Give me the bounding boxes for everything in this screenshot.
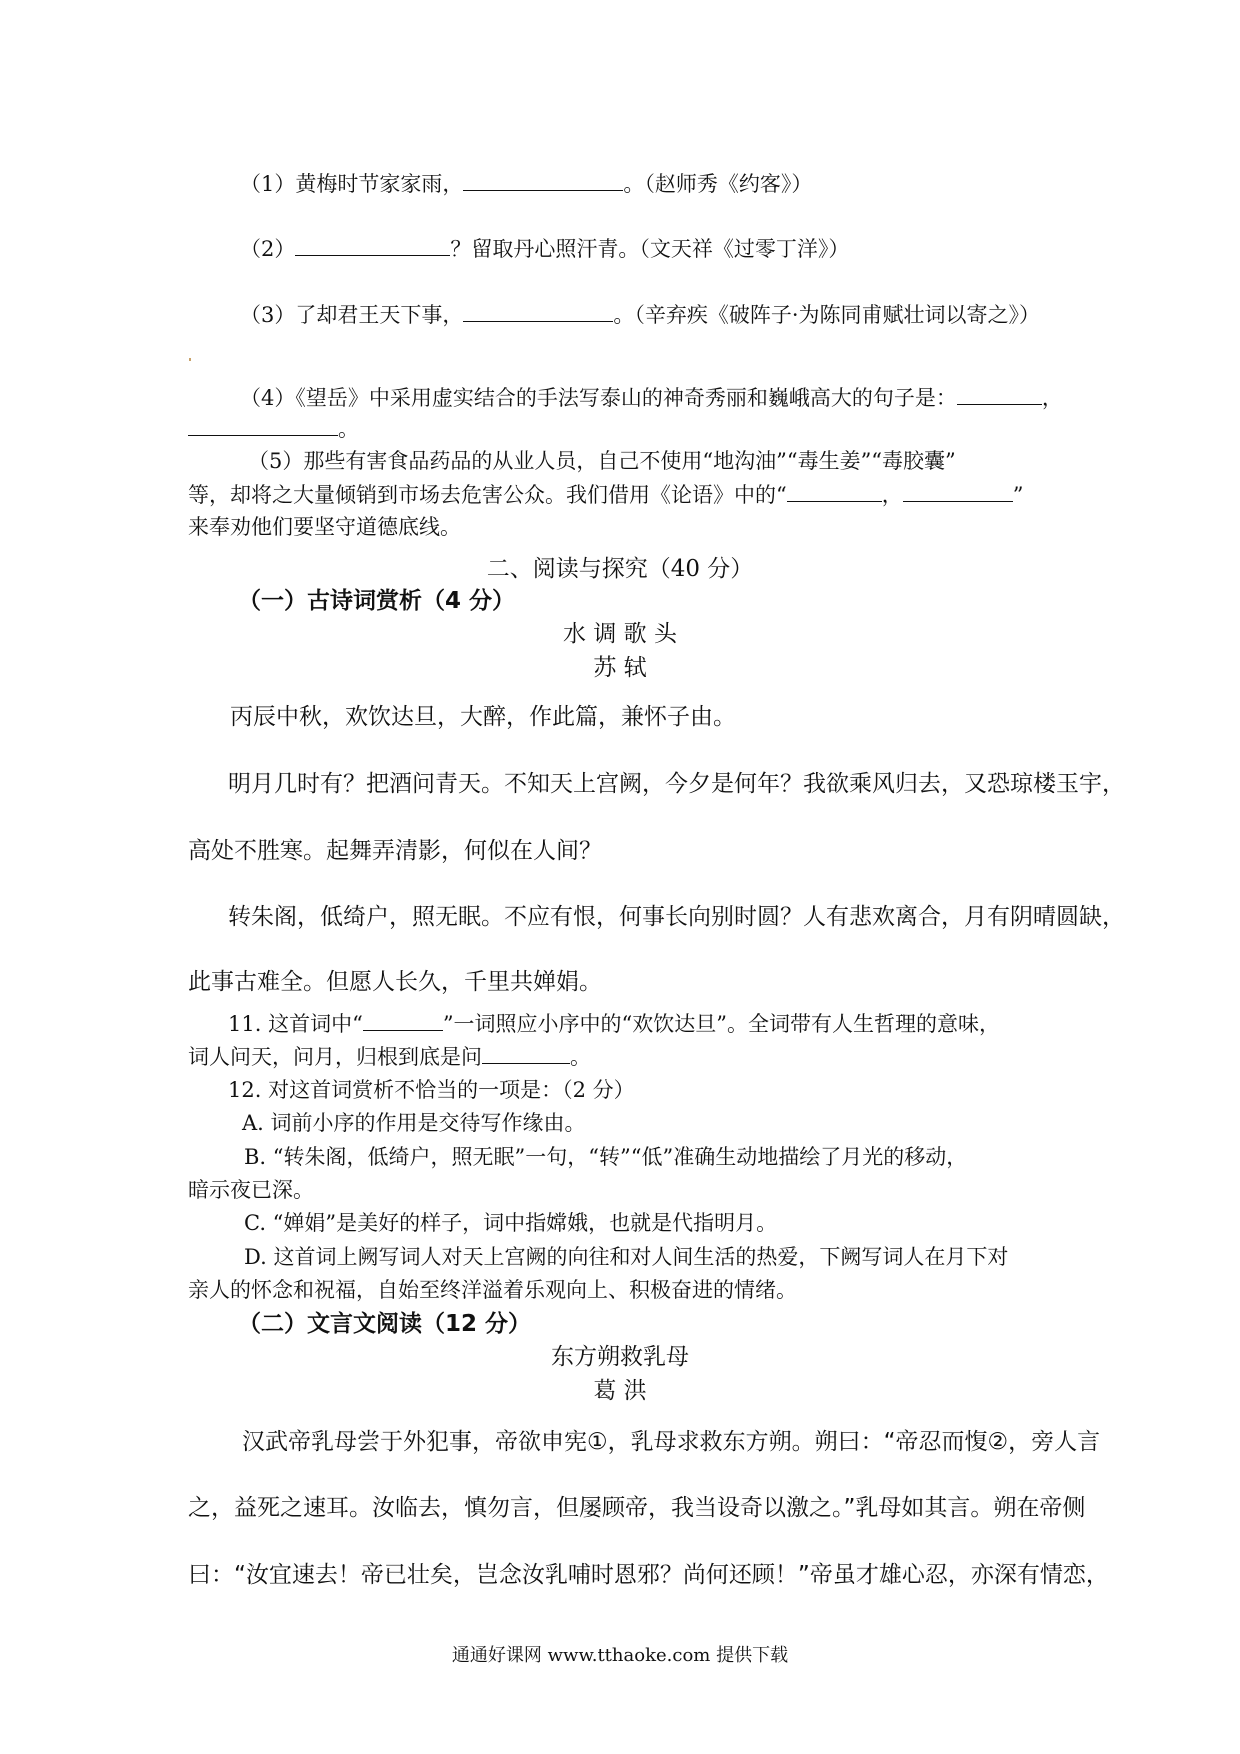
question-3 <box>240 301 1040 329</box>
page-footer: 通通好课网 www.tthaoke.com 提供下载 <box>451 1645 789 1666</box>
q3-number: （3） <box>240 303 296 327</box>
article-paragraph-line2: 之，益死之速耳。汝临去，慎勿言，但屡顾帝，我当设奇以激之。”乳母如其言。朔在帝侧 <box>188 1495 1086 1521</box>
q1-answer-blank[interactable] <box>463 170 623 191</box>
option-d-line2: 亲人的怀念和祝福，自始至终洋溢着乐观向上、积极奋进的情绪。 <box>188 1278 797 1302</box>
poem-preface: 丙辰中秋，欢饮达旦，大醉，作此篇，兼怀子由。 <box>230 704 736 730</box>
q5-answer-blank-2[interactable] <box>903 481 1013 502</box>
q4-end: 。 <box>338 417 359 441</box>
q2-number: （2） <box>240 237 296 261</box>
question-5-line2 <box>188 481 1023 509</box>
part-2-heading: （二）文言文阅读（12 分） <box>238 1311 532 1337</box>
question-5-line3 <box>188 513 461 541</box>
poem-author: 苏 轼 <box>593 655 647 681</box>
option-c: C. “婵娟”是美好的样子，词中指嫦娥，也就是代指明月。 <box>244 1211 778 1235</box>
question-11-line1 <box>228 1010 1000 1038</box>
part-1-heading: （一）古诗词赏析（4 分） <box>238 588 516 614</box>
poem-stanza1-line1: 明月几时有？把酒问青天。不知天上宫阙，今夕是何年？我欲乘风归去，又恐琼楼玉宇， <box>228 771 1125 797</box>
article-paragraph-line1: 汉武帝乳母尝于外犯事，帝欲申宪①，乳母求救东方朔。朔曰：“帝忍而愎②，旁人言 <box>242 1429 1101 1455</box>
q4-comma: ， <box>1041 386 1063 410</box>
q3-text-after: 。（辛弃疾《破阵子·为陈同甫赋壮词以寄之》） <box>613 303 1041 327</box>
q4-answer-blank-2[interactable] <box>188 415 338 436</box>
q11-text-b: ”一词照应小序中的“欢饮达旦”。全词带有人生哲理的意味， <box>442 1012 1001 1036</box>
q5-text-line3: 来奉劝他们要坚守道德底线。 <box>188 515 461 539</box>
stray-mark <box>189 358 191 361</box>
question-5-line1 <box>248 447 956 475</box>
question-4-line2 <box>188 415 359 443</box>
q4-text: （4）《望岳》中采用虚实结合的手法写泰山的神奇秀丽和巍峨高大的句子是： <box>240 386 957 410</box>
question-12-stem: 12. 对这首词赏析不恰当的一项是：（2 分） <box>228 1078 635 1102</box>
q5-text-line2: 等，却将之大量倾销到市场去危害公众。我们借用《论语》中的“ <box>188 483 787 507</box>
question-2 <box>240 235 849 263</box>
poem-title: 水 调 歌 头 <box>563 621 677 647</box>
article-paragraph-line3: 曰：“汝宜速去！帝已壮矣，岂念汝乳哺时恩邪？尚何还顾！”帝虽才雄心忍，亦深有情恋， <box>188 1562 1109 1588</box>
option-b-line2: 暗示夜已深。 <box>188 1178 314 1202</box>
q2-answer-blank[interactable] <box>295 235 450 256</box>
q5-answer-blank-1[interactable] <box>787 481 882 502</box>
q5-close-quote: ” <box>1012 483 1024 507</box>
q3-text-before: 了却君王天下事， <box>295 303 464 327</box>
article-author: 葛 洪 <box>593 1378 647 1404</box>
q3-answer-blank[interactable] <box>463 301 613 322</box>
article-title: 东方朔救乳母 <box>551 1344 689 1370</box>
section-2-title: 二、阅读与探究（40 分） <box>486 556 754 582</box>
q11-answer-blank-1[interactable] <box>363 1010 443 1031</box>
poem-stanza2-line2: 此事古难全。但愿人长久，千里共婵娟。 <box>188 969 602 995</box>
q1-text-after: 。（赵师秀《约客》） <box>623 172 813 196</box>
option-b-line1: B. “转朱阁，低绮户，照无眠”一句，“转”“低”准确生动地描绘了月光的移动， <box>244 1145 968 1169</box>
q1-number: （1） <box>240 172 296 196</box>
q11-text-a: 11. 这首词中“ <box>228 1012 363 1036</box>
question-1 <box>240 170 812 198</box>
question-4-line1 <box>240 384 1063 412</box>
option-d-line1: D. 这首词上阙写词人对天上宫阙的向往和对人间生活的热爱，下阙写词人在月下对 <box>244 1245 1009 1269</box>
q11-text-c: 词人问天，问月，归根到底是问 <box>188 1045 482 1069</box>
poem-stanza1-line2: 高处不胜寒。起舞弄清影，何似在人间？ <box>188 838 602 864</box>
q1-text-before: 黄梅时节家家雨， <box>295 172 464 196</box>
q5-text-line1: （5）那些有害食品药品的从业人员，自己不使用“地沟油”“毒生姜”“毒胶囊” <box>248 449 956 473</box>
option-a: A. 词前小序的作用是交待写作缘由。 <box>242 1111 586 1135</box>
q4-answer-blank-1[interactable] <box>957 384 1042 405</box>
q11-text-d: 。 <box>570 1045 591 1069</box>
q11-answer-blank-2[interactable] <box>482 1043 570 1064</box>
q2-text-after: ？留取丹心照汗青。（文天祥《过零丁洋》） <box>450 237 850 261</box>
q5-comma: ， <box>881 483 903 507</box>
poem-stanza2-line1: 转朱阁，低绮户，照无眠。不应有恨，何事长向别时圆？人有悲欢离合，月有阴晴圆缺， <box>228 904 1125 930</box>
question-11-line2 <box>188 1043 591 1071</box>
